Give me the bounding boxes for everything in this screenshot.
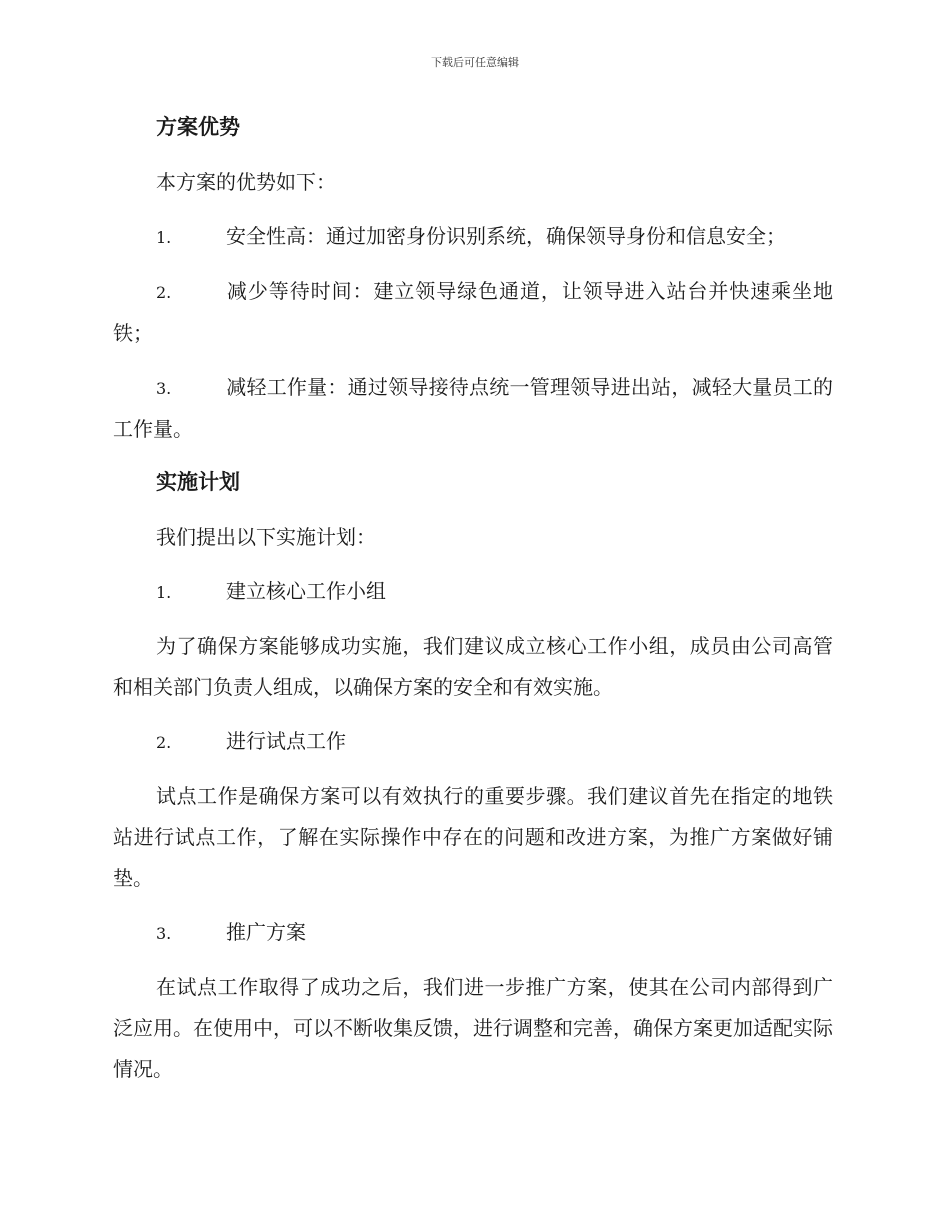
section-title-plan: 实施计划 bbox=[156, 469, 240, 494]
section-title-advantages: 方案优势 bbox=[156, 114, 240, 139]
step-number: 2. bbox=[156, 733, 172, 752]
plan-intro: 我们提出以下实施计划： bbox=[156, 525, 376, 549]
item-number: 2. bbox=[156, 283, 172, 302]
plan-step-title bbox=[113, 721, 833, 763]
item-text: 安全性高：通过加密身份识别系统，确保领导身份和信息安全； bbox=[226, 224, 786, 248]
item-text: 减少等待时间：建立领导绿色通道，让领导进入站台并快速乘坐地铁； bbox=[113, 279, 833, 345]
plan-step-body: 为了确保方案能够成功实施，我们建议成立核心工作小组，成员由公司高管和相关部门负责人组成，以确保方案的安全和有效实施。 bbox=[113, 634, 833, 699]
advantage-item bbox=[113, 367, 833, 450]
plan-step-body: 在试点工作取得了成功之后，我们进一步推广方案，使其在公司内部得到广泛应用。在使用中，可以不断收集反馈，进行调整和完善，确保方案更加适配实际情况。 bbox=[113, 975, 833, 1081]
step-title-text: 建立核心工作小组 bbox=[226, 579, 386, 603]
advantage-item bbox=[113, 271, 833, 354]
step-title-text: 进行试点工作 bbox=[226, 729, 346, 753]
step-number: 1. bbox=[156, 583, 172, 602]
item-text: 减轻工作量：通过领导接待点统一管理领导进出站，减轻大量员工的工作量。 bbox=[113, 375, 833, 441]
page-header-note: 下载后可任意编辑 bbox=[431, 56, 519, 69]
item-number: 1. bbox=[156, 228, 172, 247]
step-title-text: 推广方案 bbox=[226, 920, 306, 944]
advantages-intro: 本方案的优势如下： bbox=[156, 170, 336, 194]
plan-step-title bbox=[113, 912, 833, 954]
advantage-item bbox=[113, 216, 833, 258]
item-number: 3. bbox=[156, 379, 172, 398]
plan-step-body: 试点工作是确保方案可以有效执行的重要步骤。我们建议首先在指定的地铁站进行试点工作，了解在实际操作中存在的问题和改进方案，为推广方案做好铺垫。 bbox=[113, 784, 833, 890]
plan-step-title bbox=[113, 571, 833, 613]
step-number: 3. bbox=[156, 924, 172, 943]
document-body bbox=[113, 108, 833, 1103]
